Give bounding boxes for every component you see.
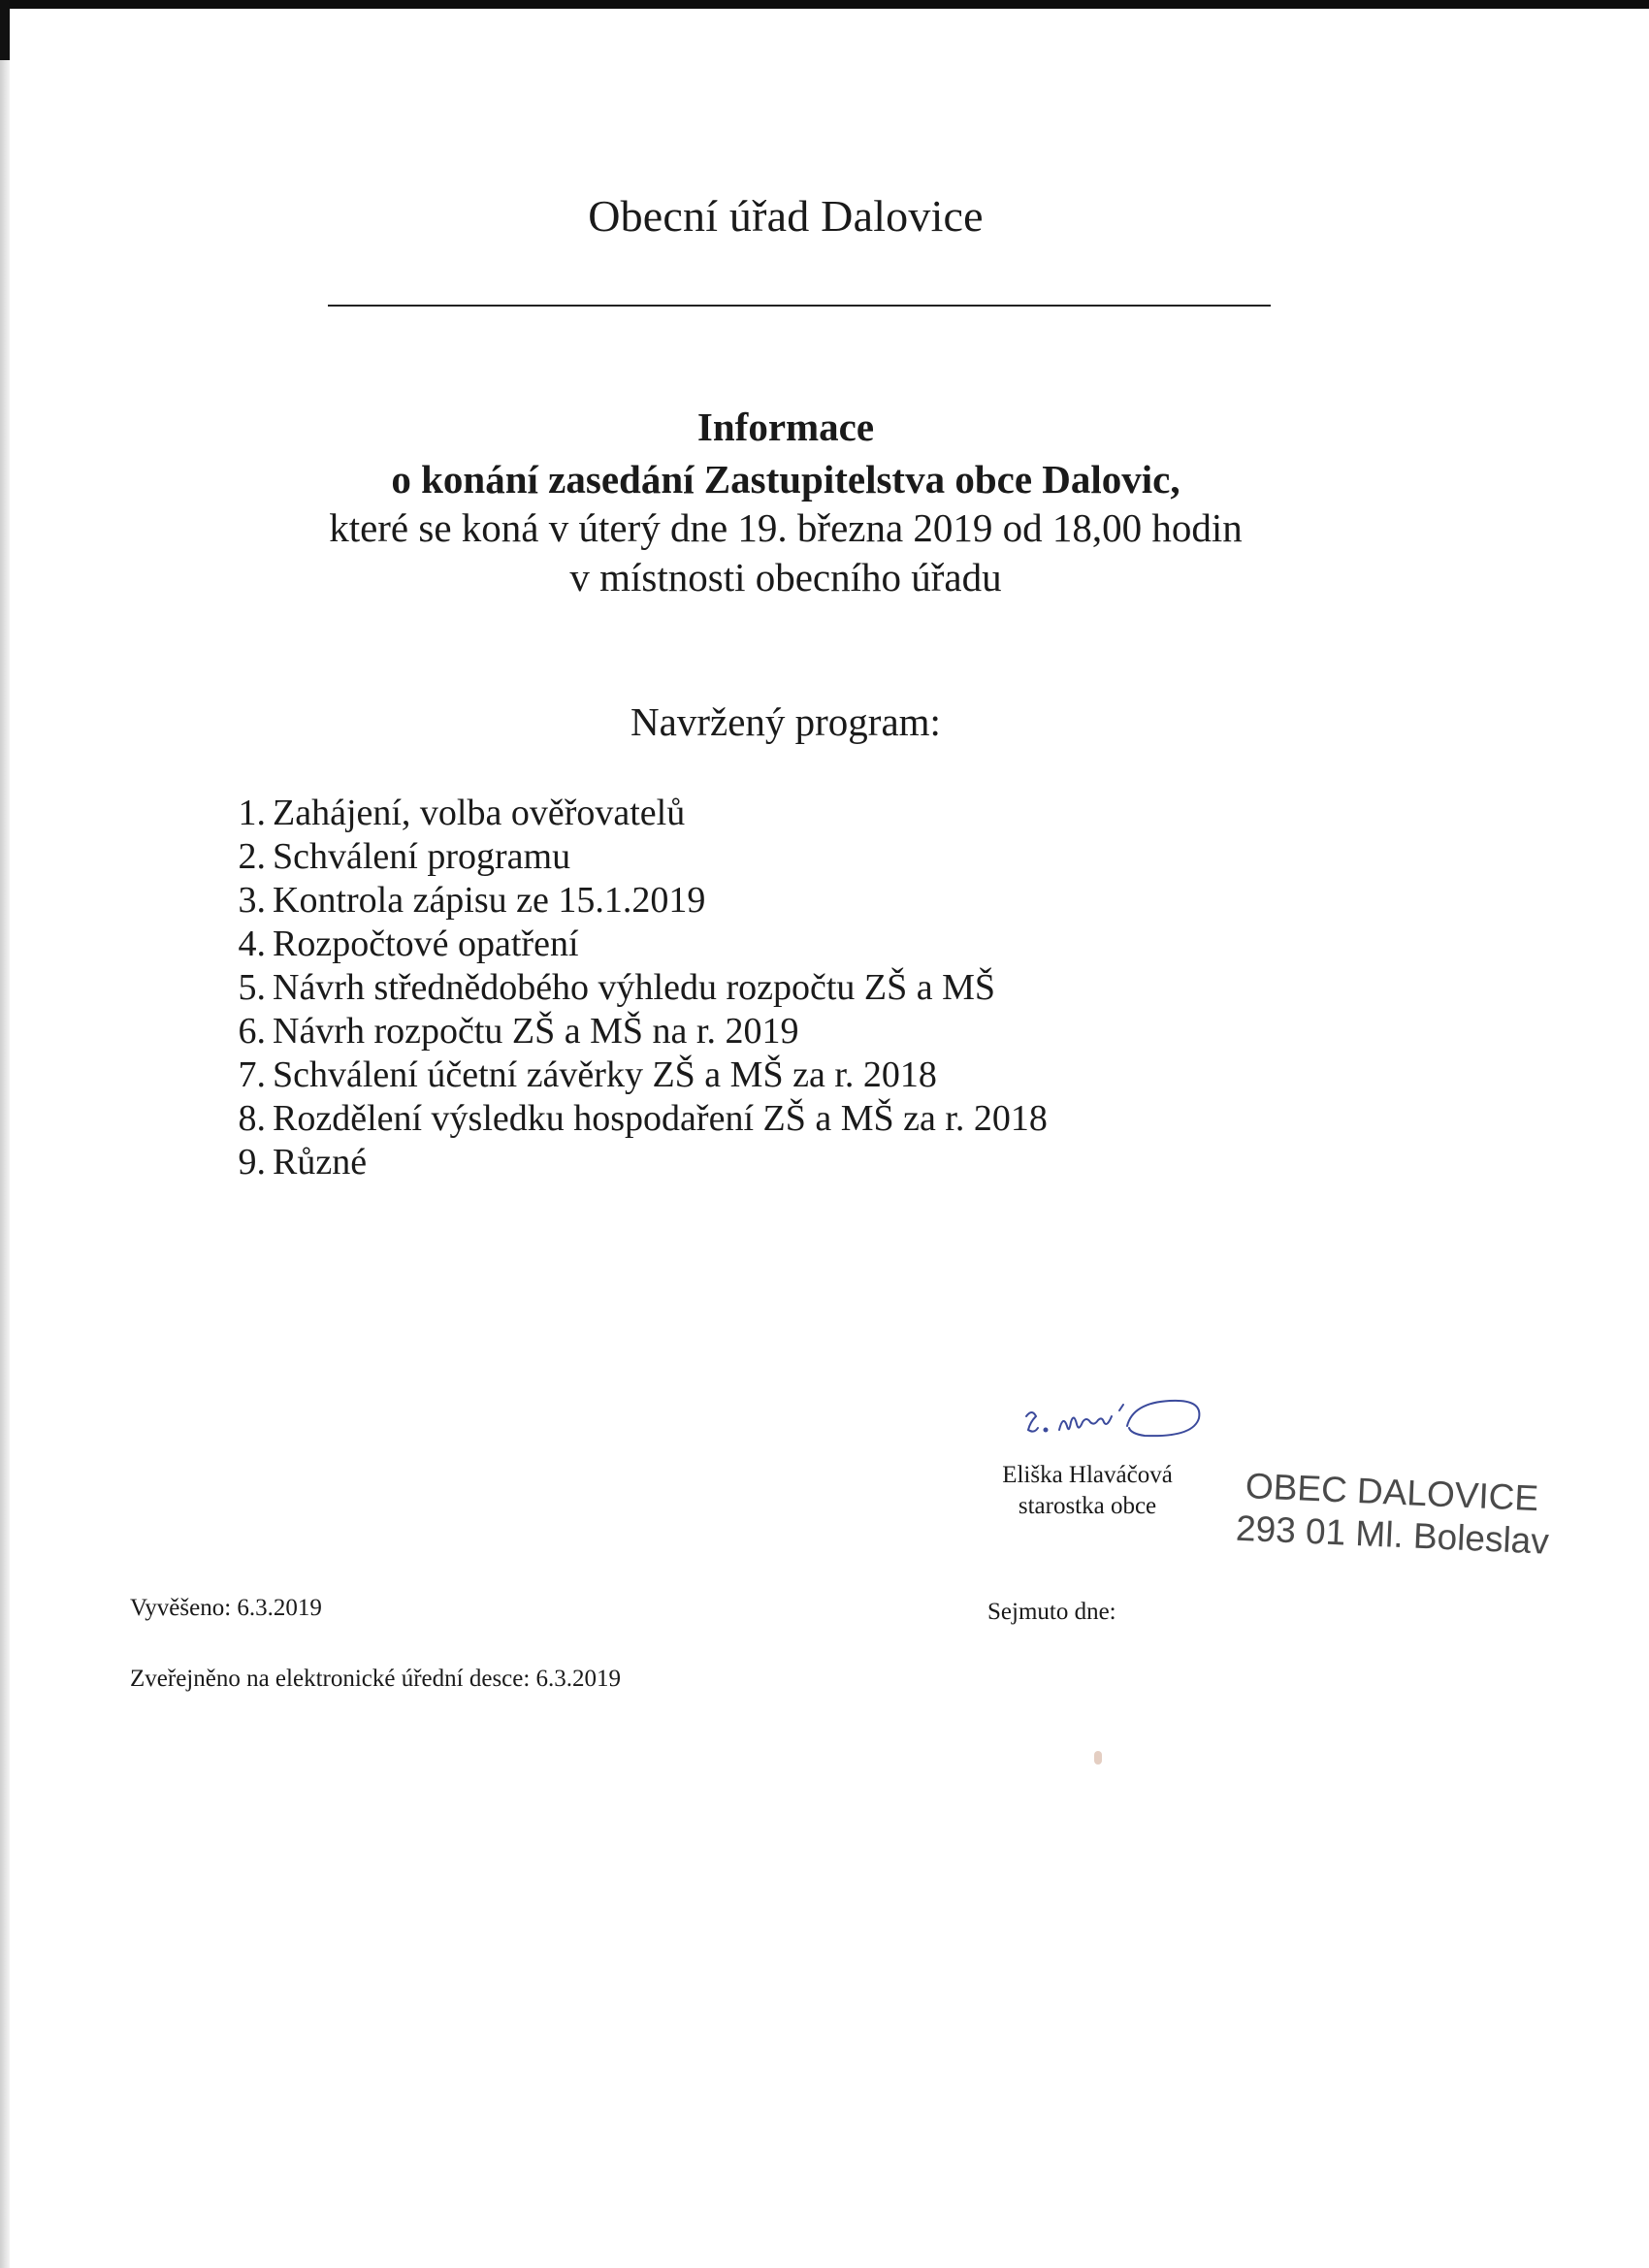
scan-edge-left-shadow	[0, 60, 10, 2268]
agenda-item-text: Návrh střednědobého výhledu rozpočtu ZŠ a MŠ	[273, 967, 996, 1008]
notice-when: které se koná v úterý dne 19. března 2019 od 18,00 hodin	[329, 505, 1243, 550]
signature-stroke	[1127, 1401, 1199, 1436]
notice-title: Informace	[696, 405, 875, 449]
office-name: Obecní úřad Dalovice	[588, 191, 984, 241]
agenda-item-text: Různé	[273, 1142, 368, 1183]
agenda-item-number: 4.	[238, 923, 266, 964]
agenda-item-number: 3.	[238, 880, 266, 921]
posted-date: Vyvěšeno: 6.3.2019	[130, 1595, 322, 1621]
official-stamp	[1235, 1465, 1551, 1564]
agenda-item	[229, 1097, 1048, 1141]
agenda-item-text: Schválení účetní závěrky ZŠ a MŠ za r. 2018	[273, 1054, 937, 1095]
agenda-list	[229, 792, 1048, 1184]
signature-stroke	[1026, 1412, 1038, 1432]
notice-where: v místnosti obecního úřadu	[569, 555, 1002, 599]
agenda-item-text: Zahájení, volba ověřovatelů	[273, 793, 686, 833]
agenda-item-number: 8.	[238, 1098, 266, 1139]
signature-dot	[1045, 1429, 1048, 1432]
agenda-item-number: 6.	[238, 1011, 266, 1052]
agenda-item-text: Kontrola zápisu ze 15.1.2019	[273, 880, 706, 921]
agenda-item-text: Návrh rozpočtu ZŠ a MŠ na r. 2019	[273, 1011, 799, 1052]
agenda-item-number: 7.	[238, 1054, 266, 1095]
agenda-item-number: 1.	[238, 793, 266, 833]
agenda-item	[229, 1010, 1048, 1053]
stamp-line-2: 293 01 Ml. Boleslav	[1235, 1507, 1550, 1562]
agenda-item	[229, 835, 1048, 879]
agenda-item-number: 2.	[238, 836, 266, 877]
agenda-item	[229, 1141, 1048, 1184]
agenda-item-number: 9.	[238, 1142, 266, 1183]
agenda-item-number: 5.	[238, 967, 266, 1008]
handwritten-signature	[1018, 1397, 1251, 1455]
agenda-item-text: Schválení programu	[273, 836, 571, 877]
agenda-item-text: Rozpočtové opatření	[273, 923, 579, 964]
scan-edge-left	[0, 0, 10, 60]
signer-name: Eliška Hlaváčová	[1002, 1462, 1173, 1488]
notice-subtitle: o konání zasedání Zastupitelstva obce Dalovic,	[391, 457, 1180, 502]
agenda-item	[229, 1053, 1048, 1097]
signer-block	[986, 1460, 1189, 1522]
agenda-item	[229, 923, 1048, 966]
published-electronic-date: Zveřejněno na elektronické úřední desce: 6.3.2019	[130, 1666, 622, 1692]
signer-role: starostka obce	[1018, 1493, 1157, 1519]
scan-smudge	[1094, 1751, 1102, 1765]
stamp-line-1: OBEC DALOVICE	[1245, 1465, 1539, 1519]
header-divider	[328, 305, 1271, 307]
agenda-item	[229, 966, 1048, 1010]
agenda-item-text: Rozdělení výsledku hospodaření ZŠ a MŠ za r. 2018	[273, 1098, 1048, 1139]
scan-edge-top	[0, 0, 1649, 9]
agenda-item	[229, 879, 1048, 923]
signature-stroke	[1059, 1416, 1112, 1430]
removed-date: Sejmuto dne:	[987, 1599, 1116, 1625]
signature-stroke	[1119, 1405, 1123, 1410]
program-heading: Navržený program:	[630, 699, 941, 744]
agenda-item	[229, 792, 1048, 835]
